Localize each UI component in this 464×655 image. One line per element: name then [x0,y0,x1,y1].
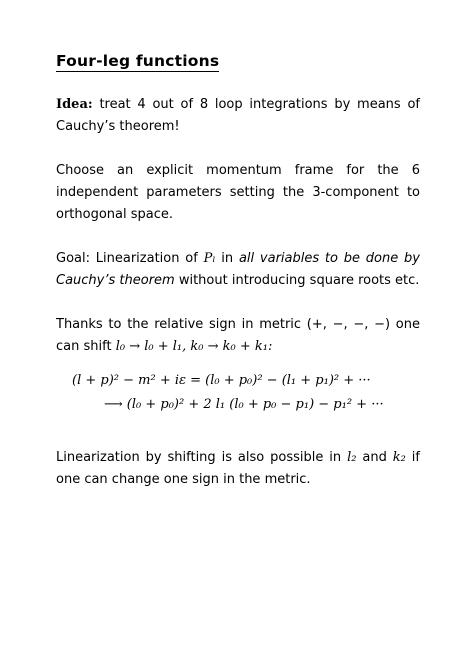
thanks-line2-math: l₀ → l₀ + l₁, k₀ → k₀ + k₁: [115,339,273,354]
linearization-k2: k₂ [392,450,406,465]
goal-italic: all variables to be done by Cauchy’s theorem [56,251,420,288]
linearization-paragraph [56,447,420,491]
momentum-paragraph: Choose an explicit momentum frame for the 6 independent parameters setting the 3-component to orthogonal space. [56,163,420,222]
slide-title: Four-leg functions [56,52,220,70]
goal-in: in [215,251,239,266]
linearization-suffix: if one can change one sign in the metric. [56,450,420,487]
thanks-line1: Thanks to the relative sign in metric (+, −, −, −) one [56,317,420,332]
thanks-line2-prefix: can shift [56,339,116,354]
goal-paragraph [56,248,420,292]
idea-label: Idea: [56,97,93,112]
linearization-and: and [356,450,393,465]
goal-symbol: Pₗ [203,251,216,266]
linearization-l2: l₂ [347,450,357,465]
equation-line-1: (l + p)² − m² + iε = (l₀ + p₀)² − (l₁ + p₁)² + ··· [72,373,371,388]
goal-prefix: Goal: Linearization of [56,251,204,266]
idea-paragraph [56,94,420,138]
thanks-line2 [56,336,420,358]
equation-line-2: ⟶ (l₀ + p₀)² + 2 l₁ (l₀ + p₀ − p₁) − p₁² + ··· [104,397,384,412]
idea-text: treat 4 out of 8 loop integrations by means of Cauchy’s theorem! [56,97,420,134]
linearization-prefix: Linearization by shifting is also possible in [56,450,348,465]
goal-suffix: without introducing square roots etc. [174,273,420,288]
thanks-paragraph [56,314,420,358]
